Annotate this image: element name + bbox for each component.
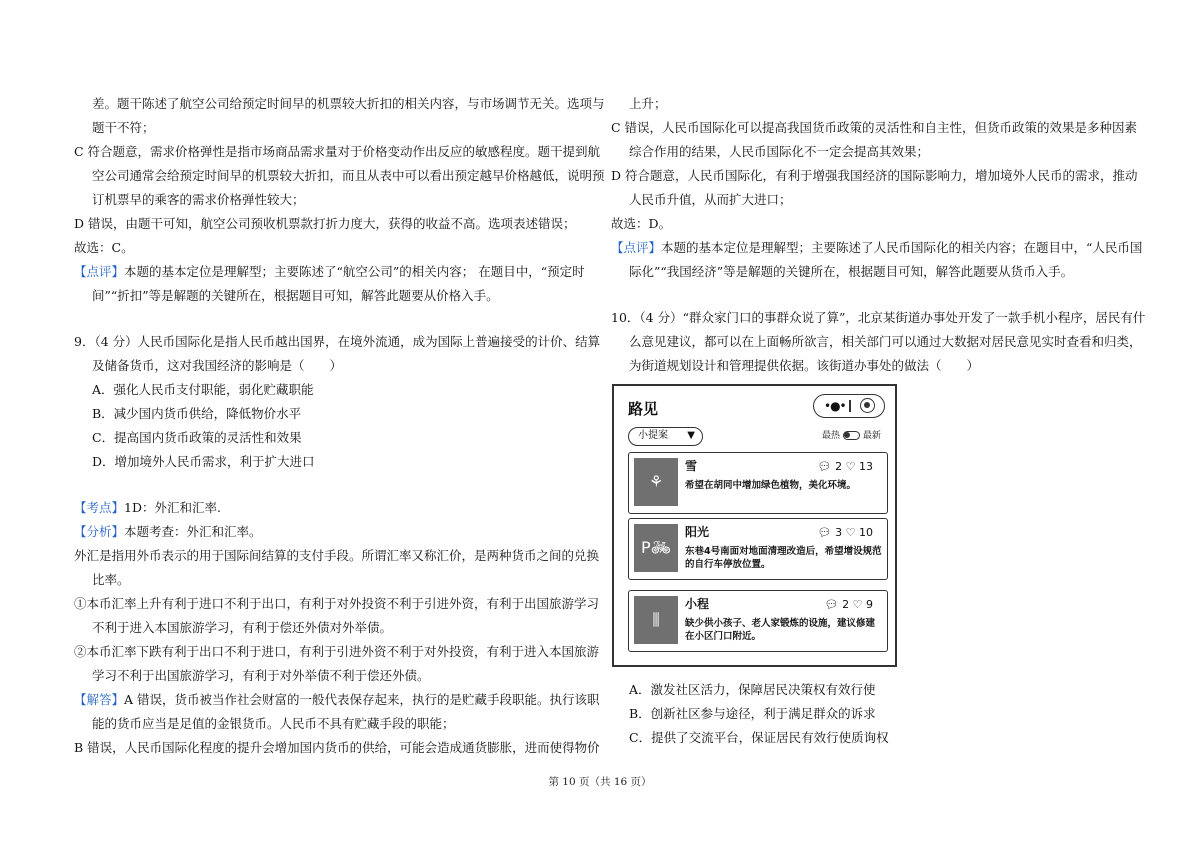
text-line: B 错误，人民币国际化程度的提升会增加国内货币的供给，可能会造成通货膨胀，进而使得物价 [74,740,600,755]
card-author: 雪 [685,459,698,473]
text-line: 差。题干陈述了航空公司给预定时间早的机票较大折扣的相关内容，与市场调节无关。选项与 [92,96,605,111]
text-line: D 符合题意，人民币国际化，有利于增强我国经济的国际影响力，增加境外人民币的需求，推动 [611,168,1138,183]
comment-icon: 💬︎ [824,598,839,611]
comment-count: 2 [835,460,843,473]
text-line: 为街道规划设计和管理提供依据。该街道办事处的做法（ ） [629,358,980,373]
text-line: 上升； [629,96,667,111]
text-line: 比率。 [92,572,130,587]
review-line [74,264,585,280]
more-dots-icon: •●• [824,399,846,413]
text-line: 际化”“我国经济”等是解题的关键所在，根据题目可知，解答此题要从货币入手。 [629,264,1074,279]
option-b: B．创新社区参与途径，利于满足群众的诉求 [629,706,876,721]
heart-icon: ♡ [852,598,863,611]
text-line: 学习不利于出国旅游学习，有利于对外举债不利于偿还外债。 [92,668,430,683]
text-line: D 错误，由题干可知，航空公司预收机票款打折力度大，获得的收益不高。选项表述错误； [74,216,576,231]
sort-new-label: 最新 [862,431,881,441]
kaodian-tag: 【考点】 [74,500,125,515]
comment-icon: 💬︎ [817,526,832,539]
kaodian-text: 1D：外汇和汇率. [124,500,221,515]
text-line: C 符合题意，需求价格弹性是指市场商品需求量对于价格变动作出反应的敏感程度。题干提到航 [74,144,601,159]
fitness-equipment-icon: ⫼ [634,596,678,644]
bicycle-icon: P🚲︎ [634,524,678,572]
proposal-card [628,590,888,652]
text-line: 综合作用的结果，人民币国际化不一定会提高其效果； [629,144,930,159]
filter-dropdown [628,427,703,446]
proposal-card [628,518,888,580]
text-line: 不利于进入本国旅游学习，有利于偿还外债对外举债。 [92,620,393,635]
mini-program-screenshot [612,384,897,667]
text-line: 么意见建议，都可以在上面畅所欲言，相关部门可以通过大数据对居民意见实时查看和归类， [629,334,1142,349]
review-line [611,240,1142,256]
app-title: 路见 [628,400,659,418]
option-d: D．增加境外人民币需求，利于扩大进口 [92,454,315,469]
text-line: 人民币升值，从而扩大进口； [629,192,792,207]
review-text: 本题的基本定位是理解型；主要陈述了“航空公司”的相关内容； 在题目中，“预定时 [124,264,585,279]
like-count: 9 [866,598,873,611]
jieda-text: A 错误，货币被当作社会财富的一般代表保存起来，执行的是贮藏手段职能。执行该职 [124,692,600,707]
card-stats [818,460,873,473]
card-body: 东巷4号南面对地面清理改造后，希望增设规范的自行车停放位置。 [685,546,882,570]
text-line: 故选：D。 [611,216,672,231]
comment-count: 2 [842,598,850,611]
proposal-card [628,452,888,514]
text-line: ①本币汇率上升有利于进口不利于出口，有利于对外投资不利于引进外资，有利于出国旅游学习 [74,596,600,611]
question-10: 10．（4 分）“群众家门口的事群众说了算”，北京某街道办事处开发了一款手机小程序，居民有什 [611,310,1146,325]
text-line: 订机票早的乘客的需求价格弹性较大； [92,192,305,207]
like-count: 13 [859,460,873,473]
sort-hot-label: 最热 [821,431,840,441]
card-body: 希望在胡同中增加绿色植物，美化环境。 [685,480,857,491]
text-line: 空公司通常会给预定时间早的机票较大折扣，而且从表中可以看出预定越早价格越低，说明预 [92,168,605,183]
capsule-divider [849,400,851,412]
text-line: 故选：C。 [74,240,134,255]
option-a: A．强化人民币支付职能，弱化贮藏职能 [92,382,314,397]
capsule-menu [813,394,885,418]
plant-icon: ⚘ [634,458,678,506]
option-c: C．提供了交流平台，保证居民有效行使质询权 [629,730,889,745]
text-line: 间”“折扣”等是解题的关键所在，根据题目可知，解答此题要从价格入手。 [92,288,499,303]
kaodian-line [74,500,221,516]
fenxi-text: 本题考查：外汇和汇率。 [124,524,262,539]
text-line: 及储备货币，这对我国经济的影响是（ ） [92,358,343,373]
comment-icon: 💬︎ [817,460,832,473]
card-stats [825,598,873,611]
review-tag: 【点评】 [74,264,125,279]
text-line: 能的货币应当是足值的金银货币。人民币不具有贮藏手段的职能； [92,716,455,731]
toggle-switch-icon [843,431,860,440]
triangle-down-icon: ▼ [687,430,695,441]
card-author: 阳光 [685,525,710,539]
comment-count: 3 [835,526,843,539]
card-body: 缺少供小孩子、老人家锻炼的设施，建议修建在小区门口附近。 [685,618,876,642]
text-line: 外汇是指用外币表示的用于国际间结算的支付手段。所谓汇率又称汇价，是两种货币之间的兑换 [74,548,600,563]
fenxi-line [74,524,262,540]
heart-icon: ♡ [845,460,856,473]
like-count: 10 [859,526,873,539]
jieda-tag: 【解答】 [74,692,125,707]
sort-toggle [822,429,881,443]
heart-icon: ♡ [845,526,856,539]
jieda-line [74,692,600,708]
option-a: A．激发社区活力，保障居民决策权有效行使 [629,682,876,697]
text-line: C 错误，人民币国际化可以提高我国货币政策的灵活性和自主性，但货币政策的效果是多种因素 [611,120,1138,135]
text-line: 题干不符； [92,120,155,135]
option-c: C．提高国内货币政策的灵活性和效果 [92,430,302,445]
card-stats [818,526,873,539]
question-9: 9．（4 分）人民币国际化是指人民币越出国界，在境外流通，成为国际上普遍接受的计价、结算 [74,334,601,349]
review-text: 本题的基本定位是理解型；主要陈述了人民币国际化的相关内容；在题目中，“人民币国 [661,240,1143,255]
page-footer: 第 10 页（共 16 页） [548,776,652,788]
filter-label: 小提案 [638,430,668,441]
option-b: B．减少国内货币供给，降低物价水平 [92,406,302,421]
review-tag: 【点评】 [611,240,662,255]
text-line: ②本币汇率下跌有利于出口不利于进口，有利于引进外资不利于对外投资，有利于进入本国旅游 [74,644,600,659]
fenxi-tag: 【分析】 [74,524,125,539]
card-author: 小程 [685,597,710,611]
close-circle-icon [860,398,875,413]
